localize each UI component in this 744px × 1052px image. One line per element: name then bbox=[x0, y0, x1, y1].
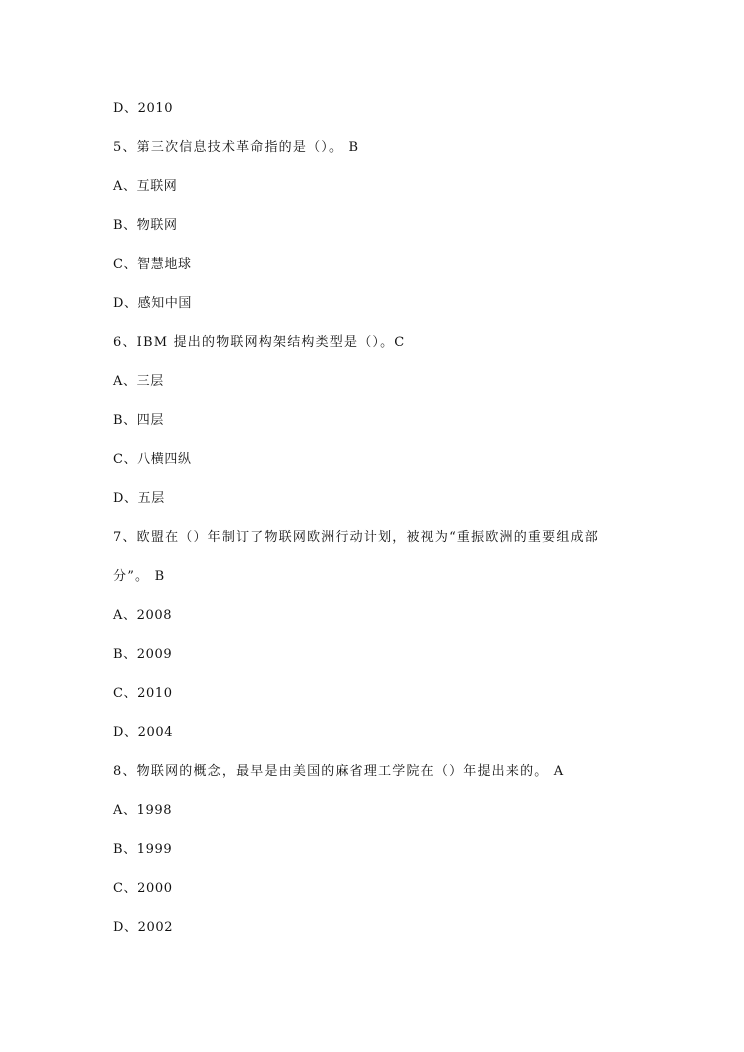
question-7-continued: 分”。 B bbox=[113, 569, 166, 584]
option-c-q8: C、2000 bbox=[113, 881, 173, 896]
option-b-q6: B、四层 bbox=[113, 413, 164, 428]
option-b-q7: B、2009 bbox=[113, 647, 173, 662]
option-d-q5: D、感知中国 bbox=[113, 296, 193, 311]
option-a-q6: A、三层 bbox=[113, 374, 164, 389]
question-8: 8、物联网的概念，最早是由美国的麻省理工学院在（）年提出来的。 A bbox=[113, 764, 565, 779]
option-a-q5: A、互联网 bbox=[113, 179, 178, 194]
option-c-q6: C、八横四纵 bbox=[113, 452, 192, 467]
question-5: 5、第三次信息技术革命指的是（）。 B bbox=[113, 140, 360, 155]
question-6: 6、IBM 提出的物联网构架结构类型是（）。C bbox=[113, 335, 406, 350]
option-d-q4: D、2010 bbox=[113, 101, 174, 116]
option-d-q7: D、2004 bbox=[113, 725, 174, 740]
question-7: 7、欧盟在（）年制订了物联网欧洲行动计划，被视为“重振欧洲的重要组成部 bbox=[113, 530, 599, 545]
option-c-q5: C、智慧地球 bbox=[113, 257, 192, 272]
option-a-q8: A、1998 bbox=[113, 803, 173, 818]
option-d-q8: D、2002 bbox=[113, 920, 174, 935]
option-c-q7: C、2010 bbox=[113, 686, 173, 701]
option-a-q7: A、2008 bbox=[113, 608, 173, 623]
option-d-q6: D、五层 bbox=[113, 491, 165, 506]
option-b-q8: B、1999 bbox=[113, 842, 173, 857]
option-b-q5: B、物联网 bbox=[113, 218, 178, 233]
